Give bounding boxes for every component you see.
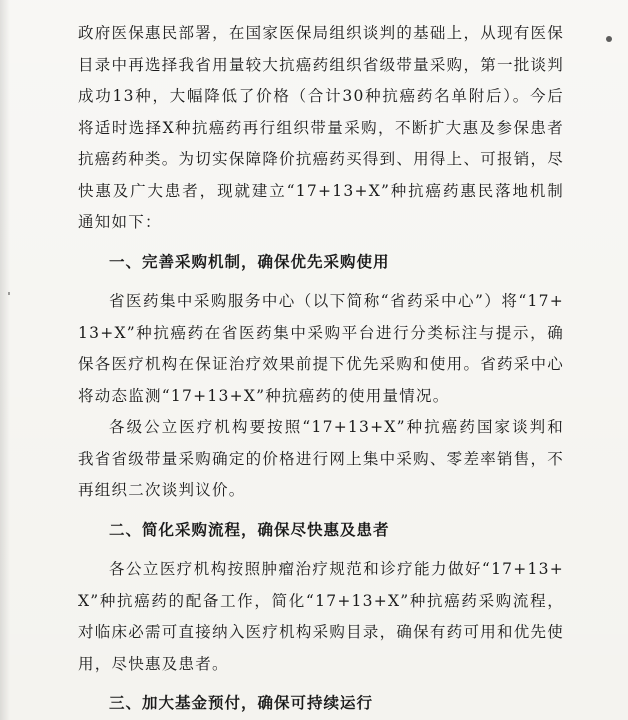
margin-speck-mark (8, 292, 10, 295)
section-heading-3: 三、加大基金预付，确保可持续运行 (109, 694, 374, 712)
margin-dot-mark (606, 36, 612, 42)
section-1-paragraph-1: 省医药集中采购服务中心（以下简称“省药采中心”）将“17+13+X”种抗癌药在省医药集中采购平台进行分类标注与提示，确保各医疗机构在保证治疗效果前提下优先采购和使用。省药采中心将动态监测“17+13+X”种抗癌药的使用量情况。 (78, 292, 564, 405)
intro-paragraph: 政府医保惠民部署，在国家医保局组织谈判的基础上，从现有医保目录中再选择我省用量较大抗癌药组织省级带量采购，第一批谈判成功13种，大幅降低了价格（合计30种抗癌药名单附后）。今后将适时选择X种抗癌药再行组织带量采购，不断扩大惠及参保患者抗癌药种类。为切实保障降价抗癌药买得到、用得上、可报销，尽快惠及广大患者，现就建立“17+13+X”种抗癌药惠民落地机制通知如下： (78, 24, 564, 231)
section-1-paragraph-2: 各级公立医疗机构要按照“17+13+X”种抗癌药国家谈判和我省省级带量采购确定的价格进行网上集中采购、零差率销售，不再组织二次谈判议价。 (78, 418, 564, 499)
section-heading-2: 二、简化采购流程，确保尽快惠及患者 (109, 520, 390, 539)
section-heading-1: 一、完善采购机制，确保优先采购使用 (109, 252, 390, 271)
document-body (78, 18, 564, 720)
section-2-paragraph-1: 各公立医疗机构按照肿瘤治疗规范和诊疗能力做好“17+13+X”种抗癌药的配备工作，简化“17+13+X”种抗癌药采购流程，对临床必需可直接纳入医疗机构采购目录，确保有药可用和优先使用，尽快惠及患者。 (78, 560, 564, 673)
